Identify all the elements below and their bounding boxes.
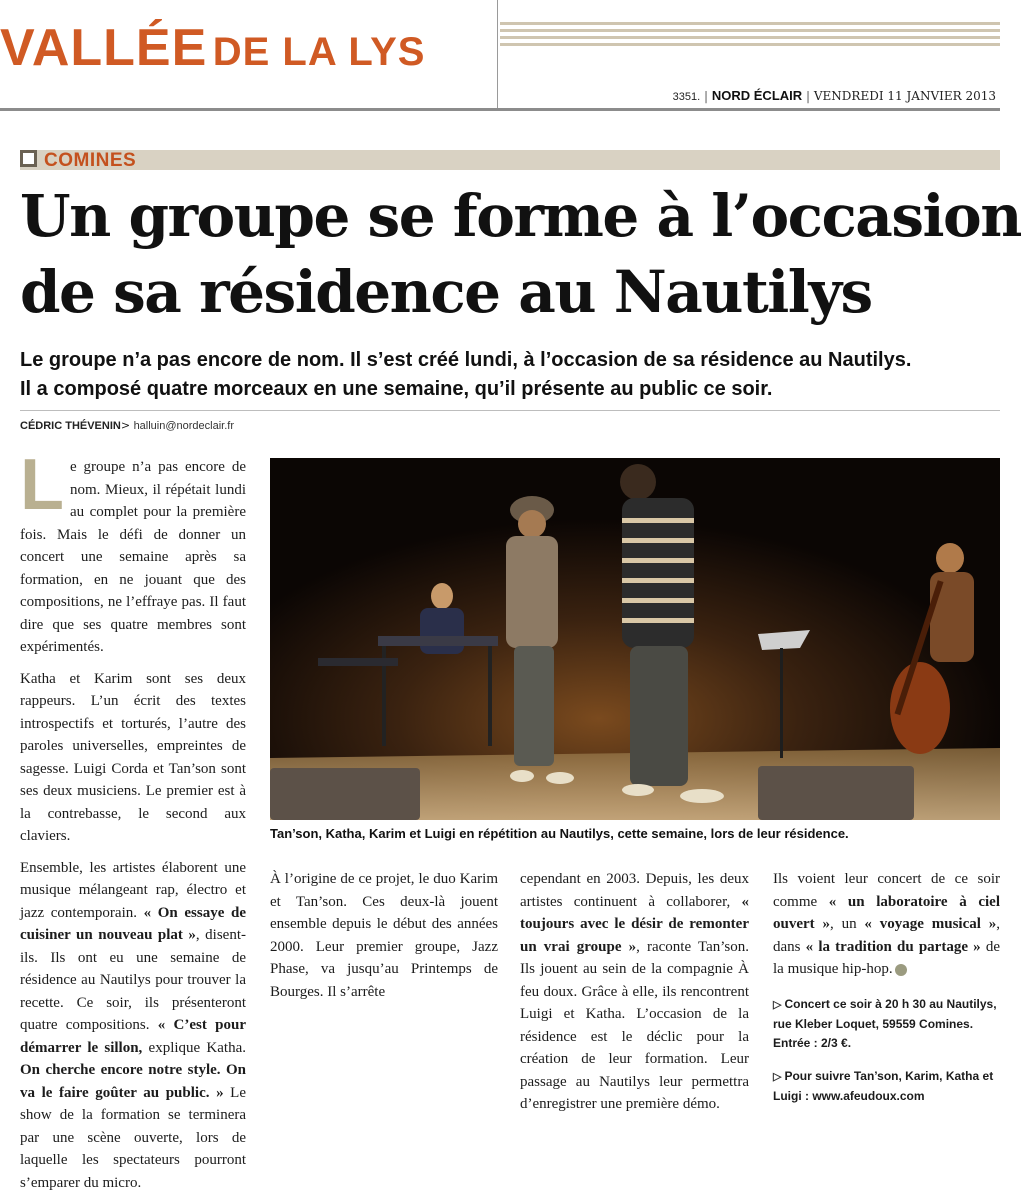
practical-info-box [773, 995, 1000, 1106]
masthead-divider [497, 0, 498, 108]
concert-info: ▷ Concert ce soir à 20 h 30 au Nautilys, rue Kleber Loquet, 59559 Comines. Entrée : 2/3 €. [773, 996, 997, 1050]
end-of-article-dot-icon [895, 964, 907, 976]
paragraph-3: Ensemble, les artistes élaborent une musique mélangeant rap, électro et jazz contemporain. « On essaye de cuisiner un nouveau plat », disent-ils. Ils ont eu une semaine de résidence au Nautilys pour trouver la recette. Ce soir, ils présenteront quatre compositions. « C’est pour démarrer le sillon, explique Katha. On cherche encore notre style. On va le faire goûter au public. » Le show de la formation se terminera par une scène ouverte, lors de laquelle les spectateurs pourront s’emparer du micro. [20, 859, 246, 1191]
arrow-right-icon: ▷ [773, 1070, 782, 1083]
paragraph-5: cependant en 2003. Depuis, les deux artistes continuent à collaborer, « toujours avec le désir de remonter un vrai groupe », raconte Tan’son. Ils jouent au sein de la compagnie À feu doux. Grâce à elle, ils rencontrent Luigi et Katha. L’occasion de la résidence est le déclic pour la création de leur formation. Leur passage au Nautilys leur permettra d’enregistrer une première démo. [520, 871, 749, 1112]
issue-number: 3351. [672, 91, 701, 103]
paragraph-1: Le groupe n’a pas encore de nom. Mieux, il répétait lundi au complet pour la première fois. Mais le défi de donner un concert une semaine après sa formation, en ne jouant que des compositions, ne l’effraye pas. Il faut dire que ses quatre membres sont expérimentés. [20, 445, 246, 655]
stage-illustration [270, 458, 1000, 820]
concert-photo [270, 458, 1000, 820]
deck-line-2: Il a composé quatre morceaux en une semaine, qu’il présente au public ce soir. [20, 378, 773, 400]
article-column-4 [773, 868, 1000, 1120]
headline [20, 178, 1021, 330]
byline-arrow: > [120, 419, 134, 432]
paragraph-6: Ils voient leur concert de ce soir comme « un laboratoire à ciel ouvert », un « voyage musical », dans « la tradition du partage » de la musique hip-hop. [773, 871, 1001, 977]
section-label: COMINES [44, 150, 137, 171]
article-column-2 [270, 868, 498, 1012]
arrow-right-icon: ▷ [773, 998, 782, 1011]
author-name: CÉDRIC THÉVENIN [20, 420, 121, 432]
paper-name: NORD ÉCLAIR [711, 88, 803, 103]
section-title-sub: DE LA LYS [212, 30, 426, 74]
follow-info: ▷ Pour suivre Tan’son, Karim, Katha et Luigi : www.afeudoux.com [773, 1068, 994, 1103]
byline [20, 419, 234, 432]
issue-line: 3351. | NORD ÉCLAIR | VENDREDI 11 JANVIER 2013 [672, 88, 996, 103]
byline-rule [20, 410, 1000, 411]
masthead-stripes [500, 22, 1000, 48]
headline-line-1: Un groupe se forme à l’occasion [20, 182, 1021, 250]
paragraph-4: À l’origine de ce projet, le duo Karim et Tan’son. Ces deux-là jouent ensemble depuis le début des années 2000. Leur premier groupe, Jazz Phase, va jusqu’au Printemps de Bourges. Il s’arrête [270, 871, 498, 1000]
article-column-1 [20, 445, 246, 1203]
deck-line-1: Le groupe n’a pas encore de nom. Il s’est créé lundi, à l’occasion de sa résidence au Nautilys. [20, 349, 912, 371]
masthead-rule [0, 108, 1000, 111]
section-title-main: VALLÉE [0, 19, 208, 77]
stage-monitor-right [758, 766, 914, 820]
author-email[interactable]: halluin@nordeclair.fr [133, 420, 235, 432]
photo-caption: Tan’son, Katha, Karim et Luigi en répétition au Nautilys, cette semaine, lors de leur résidence. [270, 826, 849, 841]
stage-monitor-left [270, 768, 420, 820]
section-bar [20, 150, 1000, 170]
drop-cap: L [20, 445, 64, 525]
issue-date: VENDREDI 11 JANVIER 2013 [813, 89, 996, 103]
masthead [0, 0, 1000, 110]
paragraph-2: Katha et Karim sont ses deux rappeurs. L’un écrit des textes introspectifs et torturés, l’autre des paroles universelles, empreintes de sagesse. Luigi Corda et Tan’son sont ses deux musiciens. Le premier est à la contrebasse, le second aux claviers. [20, 670, 246, 844]
section-square-icon [20, 150, 37, 167]
article-column-3 [520, 868, 749, 1125]
article-deck [20, 346, 1000, 404]
headline-line-2: de sa résidence au Nautilys [20, 258, 872, 326]
section-title [0, 18, 425, 78]
